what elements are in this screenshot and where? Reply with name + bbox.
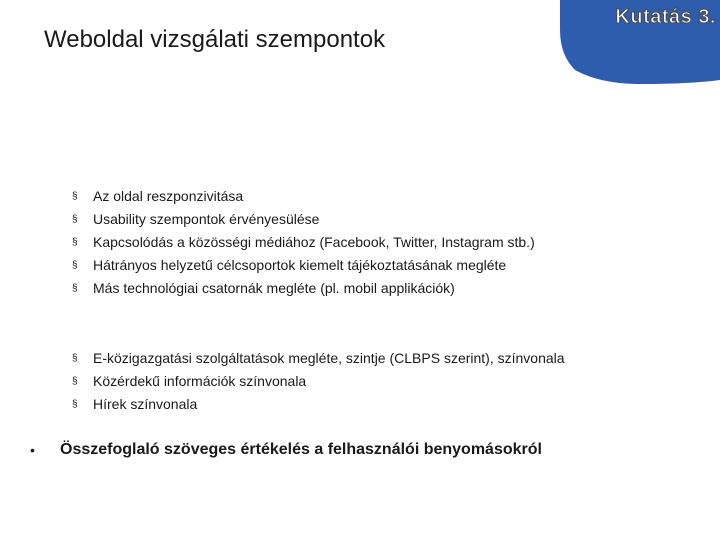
square-bullet-icon: § [72, 191, 78, 202]
criteria-list-1 [72, 185, 535, 300]
square-bullet-icon: § [72, 399, 78, 410]
list-item [72, 370, 565, 393]
list-item [72, 393, 565, 416]
square-bullet-icon: § [72, 353, 78, 364]
list-item [72, 185, 535, 208]
list-item [72, 208, 535, 231]
list-item [72, 277, 535, 300]
square-bullet-icon: § [72, 214, 78, 225]
list-item-text: Kapcsolódás a közösségi médiához (Facebook, Twitter, Instagram stb.) [93, 234, 535, 250]
criteria-list-2 [72, 347, 565, 416]
section-tag: Kutatás 3. [615, 6, 716, 28]
slide-title: Weboldal vizsgálati szempontok [44, 26, 386, 53]
list-item [72, 231, 535, 254]
list-item-text: Közérdekű információk színvonala [93, 373, 307, 389]
square-bullet-icon: § [72, 283, 78, 294]
list-item-text: Usability szempontok érvényesülése [93, 211, 320, 227]
square-bullet-icon: § [72, 376, 78, 387]
list-item-text: Hírek színvonala [93, 396, 198, 412]
square-bullet-icon: § [72, 237, 78, 248]
list-item-text: E-közigazgatási szolgáltatások megléte, szintje (CLBPS szerint), színvonala [93, 350, 565, 366]
round-bullet-icon: • [30, 442, 35, 458]
square-bullet-icon: § [72, 260, 78, 271]
list-item-text: Az oldal reszponzivitása [93, 188, 244, 204]
list-item-text: Hátrányos helyzetű célcsoportok kiemelt tájékoztatásának megléte [93, 257, 507, 273]
list-item [72, 254, 535, 277]
list-item [72, 347, 565, 370]
list-item-text: Más technológiai csatornák megléte (pl. mobil applikációk) [93, 280, 455, 296]
summary-text: Összefoglaló szöveges értékelés a felhasználói benyomásokról [60, 441, 542, 458]
